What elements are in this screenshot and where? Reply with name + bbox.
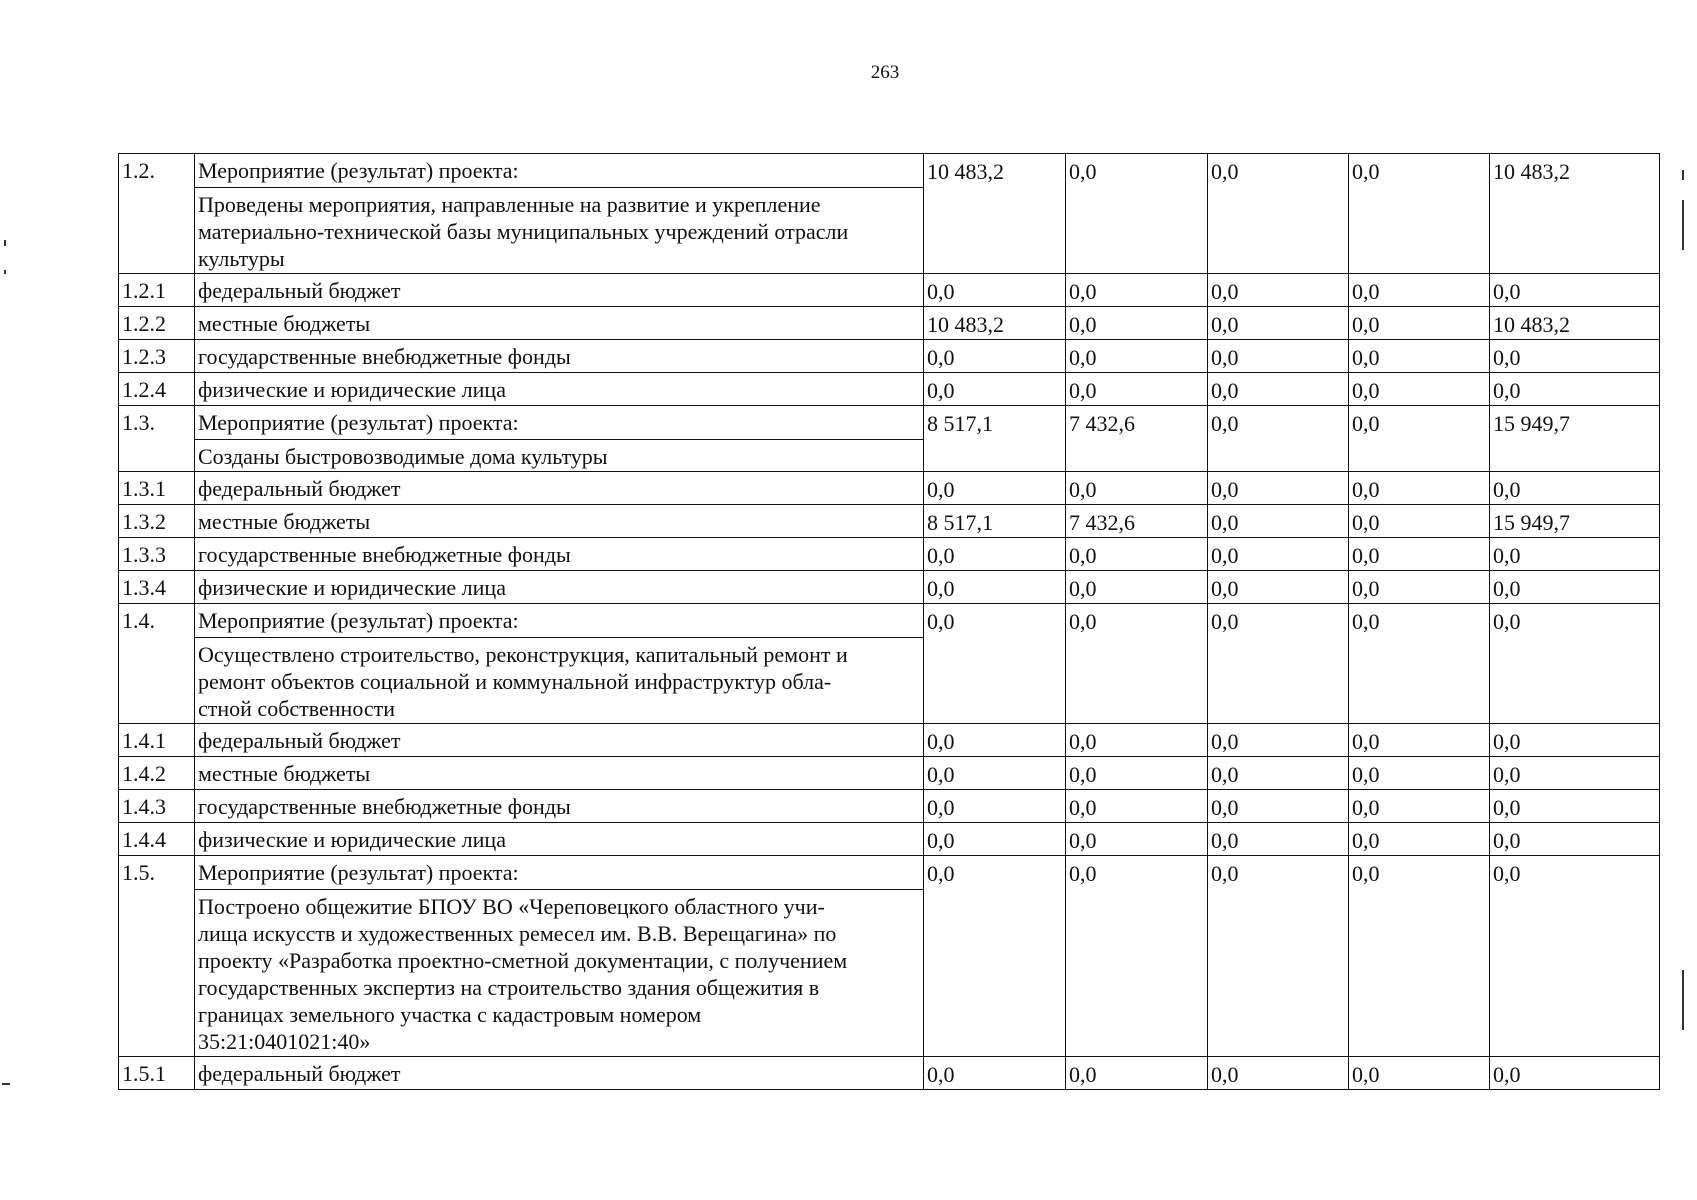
value-cell: 0,0 (924, 856, 1066, 1057)
value-cell: 0,0 (924, 571, 1066, 604)
table-row (119, 472, 1660, 505)
value-cell: 0,0 (1349, 724, 1490, 757)
row-code: 1.5. (119, 856, 195, 1057)
row-code: 1.5.1 (119, 1057, 195, 1090)
row-code: 1.3.1 (119, 472, 195, 505)
value-cell: 0,0 (1349, 1057, 1490, 1090)
value-cell: 0,0 (1490, 790, 1660, 823)
value-cell: 0,0 (1208, 154, 1349, 274)
value-cell: 0,0 (1208, 406, 1349, 472)
scan-edge-mark (1682, 170, 1684, 180)
value-cell: 0,0 (1349, 856, 1490, 1057)
value-cell: 0,0 (1349, 274, 1490, 307)
value-cell: 0,0 (1349, 604, 1490, 724)
row-title: Мероприятие (результат) проекта: (195, 409, 923, 440)
value-cell: 0,0 (924, 373, 1066, 406)
value-cell: 0,0 (1490, 472, 1660, 505)
row-text: физические и юридические лица (195, 571, 924, 604)
value-cell: 0,0 (924, 757, 1066, 790)
table-row (119, 757, 1660, 790)
value-cell: 0,0 (1066, 571, 1208, 604)
value-cell: 15 949,7 (1490, 505, 1660, 538)
row-code: 1.2.3 (119, 340, 195, 373)
table-row (119, 406, 1660, 472)
row-title: Мероприятие (результат) проекта: (195, 859, 923, 890)
value-cell: 10 483,2 (924, 307, 1066, 340)
value-cell: 0,0 (1066, 274, 1208, 307)
value-cell: 0,0 (1066, 538, 1208, 571)
row-code: 1.2.4 (119, 373, 195, 406)
table-row (119, 724, 1660, 757)
row-code: 1.4.4 (119, 823, 195, 856)
row-text: государственные внебюджетные фонды (195, 790, 924, 823)
value-cell: 0,0 (1490, 823, 1660, 856)
row-text: местные бюджеты (195, 757, 924, 790)
row-text: физические и юридические лица (195, 373, 924, 406)
table-row (119, 790, 1660, 823)
value-cell: 0,0 (1066, 307, 1208, 340)
table-row (119, 274, 1660, 307)
row-text: государственные внебюджетные фонды (195, 538, 924, 571)
value-cell: 0,0 (1208, 472, 1349, 505)
value-cell: 0,0 (1490, 274, 1660, 307)
scan-edge-mark (2, 1083, 10, 1085)
value-cell: 0,0 (1349, 505, 1490, 538)
table-row (119, 856, 1660, 1057)
value-cell: 0,0 (1208, 757, 1349, 790)
row-code: 1.2.1 (119, 274, 195, 307)
value-cell: 0,0 (1349, 757, 1490, 790)
value-cell: 0,0 (924, 823, 1066, 856)
row-text: федеральный бюджет (195, 472, 924, 505)
value-cell: 0,0 (924, 604, 1066, 724)
value-cell: 0,0 (1349, 340, 1490, 373)
row-text (195, 856, 924, 1057)
row-text (195, 406, 924, 472)
value-cell: 0,0 (1066, 823, 1208, 856)
value-cell: 0,0 (1349, 472, 1490, 505)
row-code: 1.3.2 (119, 505, 195, 538)
row-text (195, 154, 924, 274)
value-cell: 0,0 (1066, 724, 1208, 757)
value-cell: 0,0 (1208, 856, 1349, 1057)
value-cell: 0,0 (1349, 571, 1490, 604)
value-cell: 10 483,2 (1490, 154, 1660, 274)
value-cell: 0,0 (1349, 790, 1490, 823)
value-cell: 0,0 (1490, 724, 1660, 757)
value-cell: 0,0 (1208, 505, 1349, 538)
value-cell: 0,0 (1208, 571, 1349, 604)
value-cell: 0,0 (1349, 373, 1490, 406)
value-cell: 10 483,2 (1490, 307, 1660, 340)
value-cell: 7 432,6 (1066, 505, 1208, 538)
value-cell: 0,0 (924, 790, 1066, 823)
value-cell: 0,0 (1349, 823, 1490, 856)
table-row (119, 154, 1660, 274)
table-row (119, 307, 1660, 340)
value-cell: 0,0 (1208, 604, 1349, 724)
value-cell: 0,0 (1066, 604, 1208, 724)
row-code: 1.4.1 (119, 724, 195, 757)
row-text: физические и юридические лица (195, 823, 924, 856)
row-code: 1.3. (119, 406, 195, 472)
row-title: Мероприятие (результат) проекта: (195, 607, 923, 638)
row-text: местные бюджеты (195, 505, 924, 538)
value-cell: 0,0 (1066, 1057, 1208, 1090)
value-cell: 0,0 (1208, 274, 1349, 307)
value-cell: 0,0 (1208, 340, 1349, 373)
table-body (119, 154, 1660, 1090)
value-cell: 0,0 (1490, 373, 1660, 406)
value-cell: 0,0 (1349, 154, 1490, 274)
value-cell: 7 432,6 (1066, 406, 1208, 472)
value-cell: 0,0 (1349, 538, 1490, 571)
value-cell: 0,0 (1490, 1057, 1660, 1090)
value-cell: 0,0 (1490, 538, 1660, 571)
table-row (119, 340, 1660, 373)
value-cell: 0,0 (924, 340, 1066, 373)
row-text: федеральный бюджет (195, 274, 924, 307)
row-title: Мероприятие (результат) проекта: (195, 157, 923, 188)
value-cell: 0,0 (1208, 823, 1349, 856)
scan-edge-mark (1682, 970, 1684, 1030)
value-cell: 0,0 (1490, 757, 1660, 790)
value-cell: 0,0 (1066, 340, 1208, 373)
table-row (119, 538, 1660, 571)
value-cell: 0,0 (1066, 790, 1208, 823)
value-cell: 15 949,7 (1490, 406, 1660, 472)
row-code: 1.2.2 (119, 307, 195, 340)
table-row (119, 373, 1660, 406)
value-cell: 0,0 (1066, 373, 1208, 406)
scan-edge-mark (4, 240, 6, 246)
row-code: 1.4.2 (119, 757, 195, 790)
value-cell: 0,0 (1349, 406, 1490, 472)
value-cell: 0,0 (1208, 538, 1349, 571)
value-cell: 0,0 (924, 538, 1066, 571)
value-cell: 0,0 (924, 1057, 1066, 1090)
row-description: Построено общежитие БПОУ ВО «Череповецкого областного учи- лища искусств и художественных ремесел им. В.В. Верещагина» по проекту «Разработка проектно-сметной документации, с получением государственных экспертиз на строительство здания общежития в границах земельного участка с кадастровым номером 35:21:0401021:40» (198, 894, 848, 1054)
row-code: 1.3.4 (119, 571, 195, 604)
value-cell: 8 517,1 (924, 406, 1066, 472)
row-text: местные бюджеты (195, 307, 924, 340)
value-cell: 0,0 (1208, 373, 1349, 406)
row-text: федеральный бюджет (195, 724, 924, 757)
value-cell: 0,0 (924, 472, 1066, 505)
row-description: Осуществлено строительство, реконструкция, капитальный ремонт и ремонт объектов социальной и коммунальной инфраструктур обла- стной собственности (198, 642, 848, 721)
row-code: 1.2. (119, 154, 195, 274)
row-description: Созданы быстровозводимые дома культуры (198, 444, 608, 469)
page-number: 263 (870, 62, 900, 83)
value-cell: 0,0 (1490, 856, 1660, 1057)
value-cell: 0,0 (1066, 472, 1208, 505)
scan-edge-mark (1682, 200, 1684, 250)
table-row (119, 604, 1660, 724)
value-cell: 0,0 (1066, 757, 1208, 790)
table-row (119, 505, 1660, 538)
value-cell: 0,0 (1208, 724, 1349, 757)
row-text: федеральный бюджет (195, 1057, 924, 1090)
value-cell: 0,0 (924, 274, 1066, 307)
table-row (119, 823, 1660, 856)
value-cell: 0,0 (1066, 154, 1208, 274)
table-row (119, 1057, 1660, 1090)
value-cell: 0,0 (1066, 856, 1208, 1057)
value-cell: 0,0 (1208, 307, 1349, 340)
row-text: государственные внебюджетные фонды (195, 340, 924, 373)
budget-table (118, 153, 1660, 1090)
value-cell: 0,0 (1490, 571, 1660, 604)
value-cell: 8 517,1 (924, 505, 1066, 538)
value-cell: 0,0 (1349, 307, 1490, 340)
row-text (195, 604, 924, 724)
value-cell: 0,0 (924, 724, 1066, 757)
row-code: 1.4. (119, 604, 195, 724)
value-cell: 0,0 (1490, 340, 1660, 373)
row-code: 1.3.3 (119, 538, 195, 571)
row-code: 1.4.3 (119, 790, 195, 823)
value-cell: 10 483,2 (924, 154, 1066, 274)
table-row (119, 571, 1660, 604)
row-description: Проведены мероприятия, направленные на развитие и укрепление материально-технической базы муниципальных учреждений отрасли культуры (198, 192, 849, 271)
value-cell: 0,0 (1208, 1057, 1349, 1090)
scan-edge-mark (4, 270, 6, 274)
value-cell: 0,0 (1208, 790, 1349, 823)
value-cell: 0,0 (1490, 604, 1660, 724)
